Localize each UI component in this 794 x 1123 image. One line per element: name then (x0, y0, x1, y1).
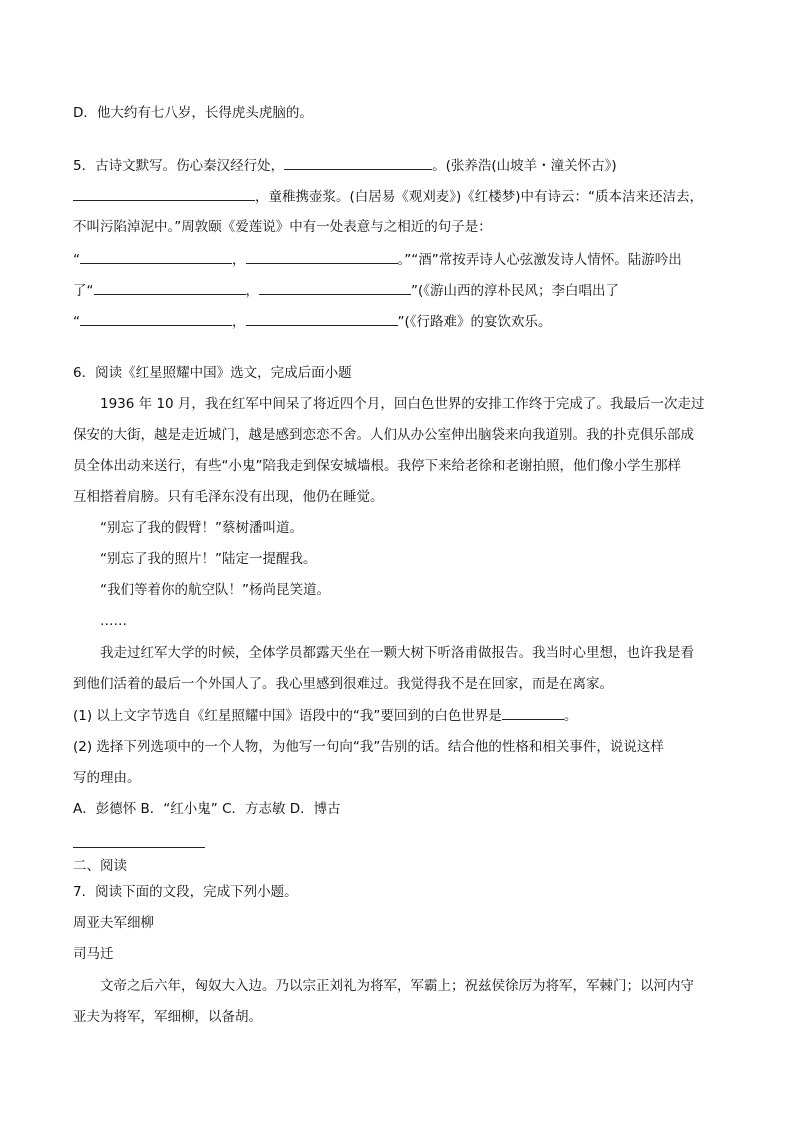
q5-line-4: “ ， 。”“酒”常按弄诗人心弦激发诗人情怀。陆游吟出 (73, 249, 682, 270)
q6-subquestion-2-line-1: (2) 选择下列选项中的一个人物，为他写一句向“我”告别的话。结合他的性格和相关事件，说说这样 (73, 739, 664, 755)
q6-paragraph-2-line-2: 到他们活着的最后一个外国人了。我心里感到很难过。我觉得我不是在回家，而是在离家。 (73, 676, 613, 692)
q6-options: A．彭德怀 B．“红小鬼” C．方志敏 D．博古 (73, 801, 341, 817)
section-divider (73, 847, 205, 848)
q5-line-3: 不叫污陷淖泥中。”周敦颐《爱莲说》中有一处表意与之相近的句子是： (73, 219, 492, 235)
answer-blank[interactable] (246, 311, 398, 326)
q5-line-6: “ ， ”(《行路难》的宴饮欢乐。 (73, 311, 552, 332)
q6-dialogue-3: “我们等着你的航空队！”杨尚昆笑道。 (100, 582, 330, 598)
q5-line-2 (73, 186, 703, 207)
q5-source-2: ，童稚携壶浆。(白居易《观刈麦》)《红楼梦)中有诗云：“质本洁来还洁去， (255, 189, 704, 205)
q7-prompt: 7．阅读下面的文段，完成下列小题。 (73, 884, 298, 900)
answer-blank[interactable] (284, 155, 432, 170)
passage-title: 周亚夫军细柳 (73, 915, 154, 931)
passage-line-1: 文帝之后六年，匈奴大入边。乃以宗正刘礼为将军，军霸上；祝兹侯徐厉为将军，军棘门；以河内守 (100, 978, 694, 994)
section-2-heading: 二、阅读 (73, 858, 127, 874)
q6-paragraph-2-line-1: 我走过红军大学的时候，全体学员都露天坐在一颗大树下听洛甫做报告。我当时心里想，也许我是看 (100, 645, 694, 661)
q5-line-1 (73, 155, 617, 176)
passage-line-2: 亚夫为将军，军细柳，以备胡。 (73, 1009, 262, 1025)
passage-author: 司马迁 (73, 946, 114, 962)
q6-paragraph-1-line-3: 员全体出动来送行，有些“小鬼”陪我走到保安城墙根。我停下来给老徐和老谢拍照，他们像小学生那样 (73, 458, 681, 474)
answer-blank[interactable] (259, 280, 411, 295)
answer-blank[interactable] (94, 280, 246, 295)
answer-blank[interactable] (80, 249, 232, 264)
q6-subquestion-1: (1) 以上文字节选自《红星照耀中国》语段中的“我”要回到的白色世界是 。 (73, 705, 577, 726)
q6-title: 6．阅读《红星照耀中国》选文，完成后面小题 (73, 365, 352, 381)
answer-blank[interactable] (246, 249, 398, 264)
q6-dialogue-1: “别忘了我的假臂！”蔡树潘叫道。 (100, 520, 303, 536)
q6-paragraph-1-line-1: 1936 年 10 月，我在红军中间呆了将近四个月，回白色世界的安排工作终于完成了。我最后一次走过 (100, 396, 705, 412)
answer-blank[interactable] (73, 186, 255, 201)
answer-blank[interactable] (502, 705, 564, 720)
q6-paragraph-1-line-2: 保安的大街，越是走近城门，越是感到恋恋不舍。人们从办公室伸出脑袋来向我道别。我的扑克俱乐部成 (73, 427, 694, 443)
q6-dialogue-2: “别忘了我的照片！”陆定一提醒我。 (100, 551, 317, 567)
q5-prompt: 5．古诗文默写。伤心秦汉经行处， (73, 158, 285, 174)
q5-source-1: 。(张养浩(山坡羊・潼关怀古》) (432, 158, 617, 174)
answer-blank[interactable] (80, 311, 232, 326)
q4-option-d: D．他大约有七八岁，长得虎头虎脑的。 (73, 105, 313, 121)
q6-paragraph-1-line-4: 互相搭着肩膀。只有毛泽东没有出现，他仍在睡觉。 (73, 489, 384, 505)
q5-line-5: 了“ ， ”(《游山西的淳朴民风；李白唱出了 (73, 280, 619, 301)
q6-ellipsis: …… (100, 613, 127, 629)
q6-subquestion-2-line-2: 写的理由。 (73, 770, 141, 786)
